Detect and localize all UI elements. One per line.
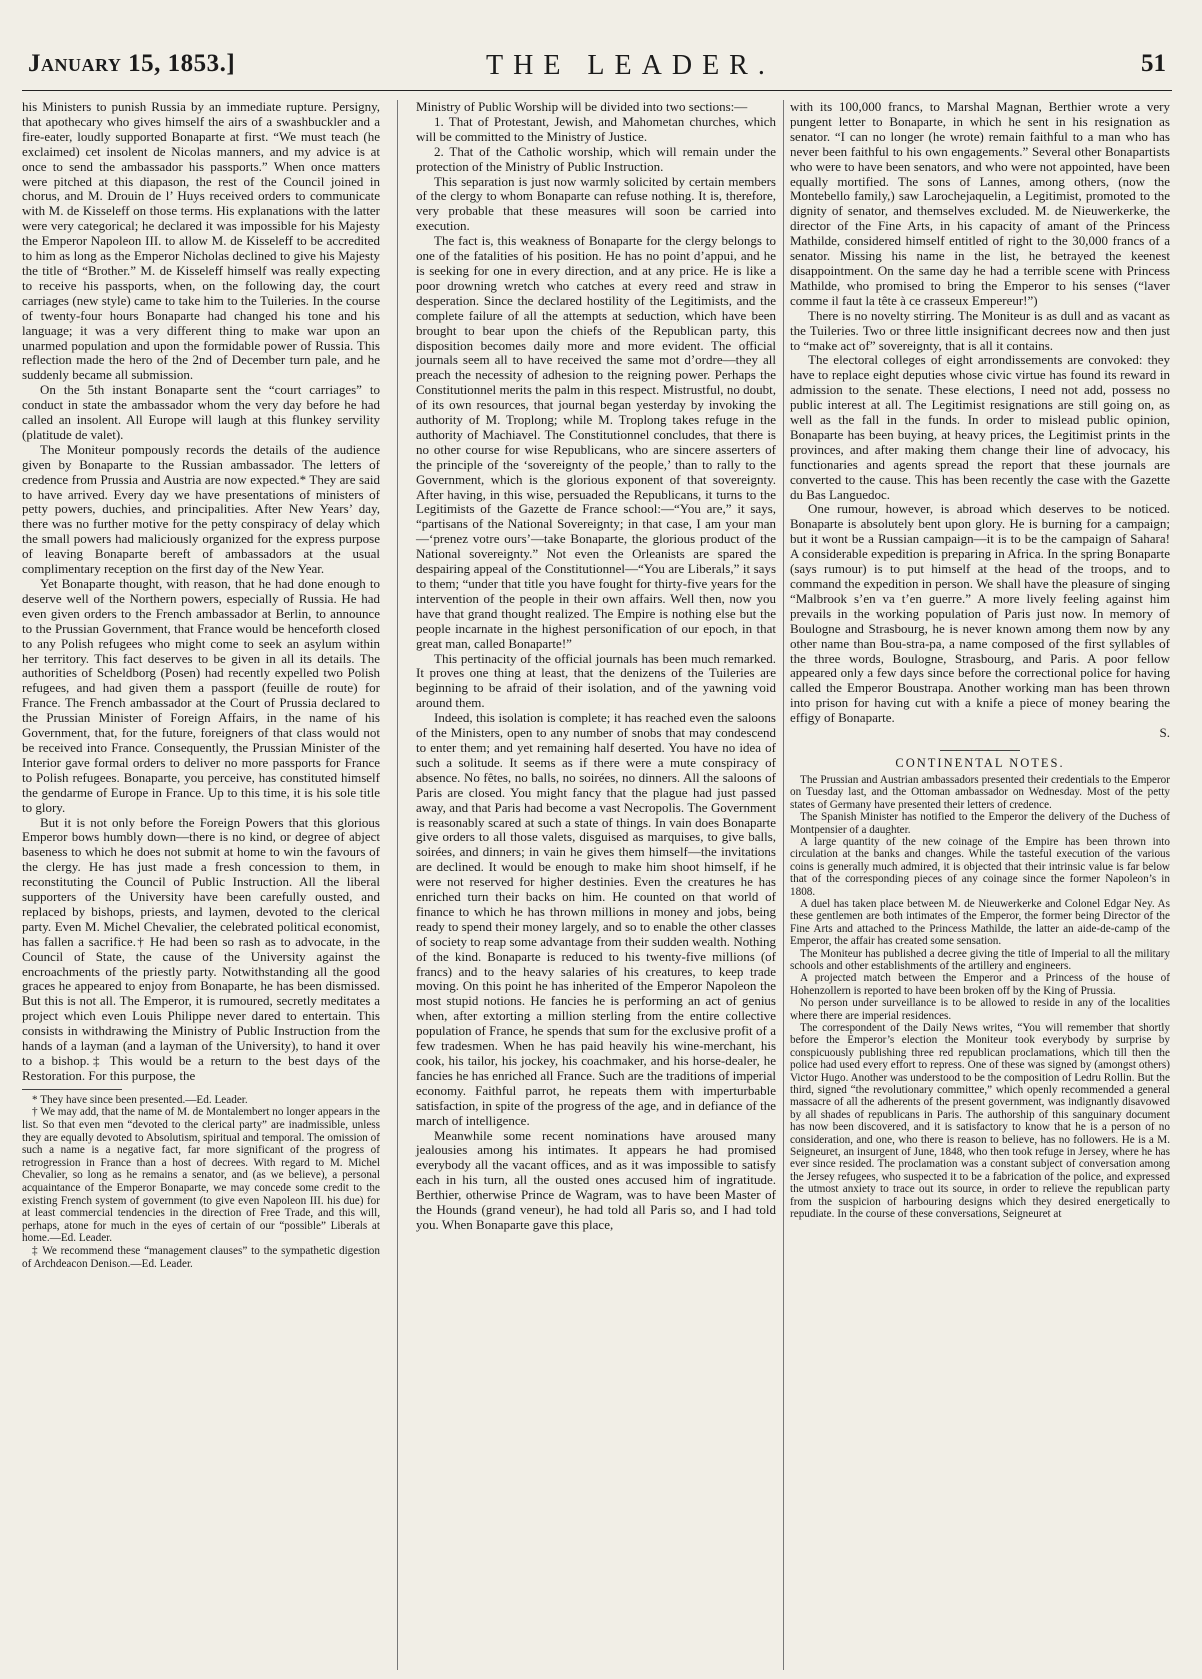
news-note: A large quantity of the new coinage of the Empire has been thrown into circulation at the banks and changes. While the tasteful execution of the various coins is generally much admired, it is objected that their intrinsic value is far below that of the corresponding pieces of any coinage since the former Napoleon’s in 1808. (790, 835, 1170, 898)
news-note: The correspondent of the Daily News writes, “You will remember that shortly before the Emperor’s election the Moniteur took everybody by surprise by conspicuously publishing three red republican proclamations, which till then the police had used every effort to repress. One of these was signed by (amongst others) Victor Hugo. Another was understood to be the composition of Ledru Rollin. But the third, signed “the revolutionary committee,” which openly recommended a general massacre of all the adherents of the present government, was indignantly disavowed by all shades of republicans in Paris. The authorship of this sanguinary document has now been discovered, and it is satisfactory to know that he is a person of no consideration, and one, who there is reason to believe, has no followers. He is a M. Seigneuret, an insurgent of June, 1848, who then took refuge in Jersey, where he has ever since resided. The proclamation was a constant subject of conversation among the Jersey refugees, who suspected it to be a fabrication of the police, and expressed the utmost anxiety to trace out its source, in order to relieve the republican party from the suspicion of harbouring designs which they desired energetically to repudiate. In the course of these conversations, Seigneuret at (790, 1022, 1170, 1221)
paragraph: 2. That of the Catholic worship, which will remain under the protection of the Ministry of Public Instruction. (416, 143, 776, 174)
footnote-rule (22, 1089, 122, 1090)
paragraph: Ministry of Public Worship will be divided into two sections:— (416, 99, 748, 114)
section-rule (940, 750, 1020, 751)
paragraph: Meanwhile some recent nominations have aroused many jealousies among his intimates. It appears he had promised everybody all the vacant offices, and as it was impossible to satisfy each in his turn, all the ousted ones accused him of ingratitude. Berthier, otherwise Prince de Wagram, was to have been Master of the Hounds (grand veneur), he had told all Paris so, and I had told you. When Bonaparte gave this place, (416, 1127, 776, 1232)
footnotes (22, 1094, 380, 1270)
paragraph: On the 5th instant Bonaparte sent the “court carriages” to conduct in state the ambassador whom the very day before he had called an insolent. All Europe will laugh at this flunkey servility (platitude de valet). (22, 382, 380, 442)
masthead-rule (22, 90, 1172, 91)
paragraph: Indeed, this isolation is complete; it has reached even the saloons of the Ministers, open to any number of snobs that may condescend to enter them; and yet remaining half deserted. You have no idea of such a solitude. It seems as if there were a mute conspiracy of absence. No fêtes, no balls, no soirées, no dinners. All the saloons of Paris are closed. You might fancy that the plague had just passed away, and that Paris had become a vast Necropolis. The Government is reasonably scared at such a state of things. In vain does Bonaparte give orders to all those valets, disguised as marquises, to give balls, soirées, and dinners; in vain he gives them himself—the invitations are declined. It would be enough to make him shoot himself, if he were not reserved for higher destinies. Even the creatures he has enriched turn their backs on him. He counted on that world of finance to which he has thrown millions in money and jobs, being ready to spend their money largely, and so to enable the other classes of society to reap some advantage from their sudden wealth. Nothing of the kind. Bonaparte is reduced to his twenty-five millions (of francs) and to the heavy salaries of his creatures, to keep trade moving. On this point he has inherited of the Emperor Napoleon the most stupid notions. He fancies he is performing an act of genius when, after extorting a million sterling from the entire collective population of France, he spends that sum for the exclusive profit of a few tradesmen. When he has paid heavily his wine-merchant, his cook, his tailor, his jockey, his coachmaker, and his horse-dealer, he fancies he has enriched all France. Such are the traditions of imperial economy. Faithful parrot, he repeats them with imperturbable satisfaction, in spite of the progress of the age, and in defiance of the march of intelligence. (416, 710, 776, 1128)
paragraph: with its 100,000 francs, to Marshal Magnan, Berthier wrote a very pungent letter to Bonaparte, in which he sent in his resignation as senator. “I can no longer (he wrote) remain faithful to a man who has never been faithful to his own engagements.” Several other Bonapartists who were to have been senators, and who were not appointed, have been equally mortified. The sons of Lannes, among others, (now the Montebello family,) saw Larochejaquelin, a Legitimist, promoted to the dignity of senator, and themselves excluded. M. de Nieuwerkerke, the director of the Fine Arts, in his capacity of amant of the Princess Mathilde, considered himself entitled of right to the 30,000 francs of a senator. Missing his name in the list, he betrayed the keenest disappointment. On the same day he had a terrible scene with Princess Mathilde, who promised to bring the Emperor to his senses (“laver comme il faut la tête à ce crasseux Empereur!”) (790, 99, 1170, 308)
paragraph: 1. That of Protestant, Jewish, and Mahometan churches, which will be committed to the Ministry of Justice. (416, 113, 776, 144)
news-note: No person under surveillance is to be allowed to reside in any of the localities where there are imperial residences. (790, 997, 1170, 1022)
paragraph: Yet Bonaparte thought, with reason, that he had done enough to deserve well of the Northern powers, especially of Russia. He had even given orders to the French ambassador at Berlin, to announce to the Prussian Government, that France would be henceforth closed to any Polish refugees who might come to seek an asylum within her territory. This fact deserves to be given in all its details. The authorities of Scheldborg (Posen) had recently expelled two Polish refugees, and had given them a passport (feuille de route) for France. The French ambassador at the Court of Prussia declared to the Prussian Minister of Foreign Affairs, in the name of his Government, that, for the future, foreigners of that class would not be received into France. Consequently, the Prussian Minister of the Interior gave formal orders to deliver no more passports for France to Polish refugees. Bonaparte, you perceive, has constituted himself the gendarme of Europe in France. Up to this time, it is his sole title to glory. (22, 576, 380, 815)
paragraph: One rumour, however, is abroad which deserves to be noticed. Bonaparte is absolutely bent upon glory. He is burning for a campaign; but it wont be a Russian campaign—it is to be the campaign of Sahara! A considerable expedition is preparing in Africa. In the spring Bonaparte (says rumour) is to put himself at the head of the troops, and to command the expedition in person. We shall have the pleasure of singing “Malbrook s’en va t’en guerre.” A more lively feeling against him prevails in the working population of Paris just now. In memory of Boulogne and Strasbourg, he is never known among them now by any other name than Bou-stra-pa, a name composed of the first syllables of the three words, Boulogne, Strasbourg, and Paris. A poor fellow appeared only a few days since before the correctional police for having called the Emperor Boustrapa. Another working man has been thrown into prison for having cut with a knife a piece of money bearing the effigy of Bonaparte. (790, 501, 1170, 726)
footnote: ‡ We recommend these “management clauses” to the sympathetic digestion of Archdeacon Denison.—Ed. Leader. (22, 1244, 380, 1270)
news-note: The Prussian and Austrian ambassadors presented their credentials to the Emperor on Tuesday last, and the Ottoman ambassador on Wednesday. Most of the petty states of Germany have presented their letters of credence. (790, 773, 1170, 811)
section-heading: CONTINENTAL NOTES. (895, 755, 1065, 770)
page-number: 51 (1141, 50, 1166, 77)
news-note: A projected match between the Emperor and a Princess of the house of Hohenzollern is reported to have been broken off by the King of Prussia. (790, 972, 1170, 997)
issue-date: January 15, 1853.] (28, 50, 236, 77)
signature-text: S. (1159, 725, 1170, 741)
paragraph: The Moniteur pompously records the details of the audience given by Bonaparte to the Russian ambassador. The letters of credence from Prussia and Austria are now expected.* They are said to have arrived. Every day we have presentations of ministers of petty powers, duchies, and principalities. After New Years’ day, there was no further motive for the petty conspiracy of delay which the small powers had maliciously organized for the express purpose of leaving Bonaparte bereft of ambassadors at the usual complimentary reception on the first day of the New Year. (22, 441, 380, 577)
paragraph: This separation is just now warmly solicited by certain members of the clergy to whom Bonaparte can refuse nothing. It is, therefore, very probable that these measures will soon be carried into execution. (416, 173, 776, 234)
paragraph: But it is not only before the Foreign Powers that this glorious Emperor bows humbly down—there is no kind, or degree of abject baseness to which he does not submit at home to win the favours of the clergy. He has just made a fresh concession to them, in reconstituting the Council of Public Instruction. All the liberal supporters of the University have been carefully ousted, and replaced by bishops, priests, and laymen, devoted to the clerical party. Even M. Michel Chevalier, the celebrated political economist, has fallen a sacrifice.† He had been so rash as to advocate, in the Council of State, the cause of the University against the encroachments of the priestly party. Notwithstanding all the good graces he appeared to enjoy from Bonaparte, he has been dismissed. But this is not all. The Emperor, it is rumoured, secretly meditates a project which even Louis Philippe never dared to entertain. This consists in withdrawing the Ministry of Public Instruction from the hands of a layman (and a layman of the University), to hand it over to a bishop.‡ This would be a return to the best days of the Restoration. For this purpose, the (22, 814, 380, 1083)
news-note: A duel has taken place between M. de Nieuwerkerke and Colonel Edgar Ney. As these gentlemen are both intimates of the Emperor, the former being Director of the Fine Arts and attached to the Princess Mathilde, the latter an aide-de-camp of the Emperor, the affair has created some sensation. (790, 897, 1170, 948)
masthead (20, 50, 1170, 86)
paragraph: This pertinacity of the official journals has been much remarked. It proves one thing at least, that the denizens of the Tuileries are beginning to be afraid of their isolation, and of the yawning void around them. (416, 650, 776, 711)
column-divider (783, 100, 784, 1670)
continental-notes (790, 774, 1170, 1221)
column-1 (22, 100, 380, 1270)
newspaper-title: THE LEADER. (486, 50, 775, 81)
paragraph: There is no novelty stirring. The Moniteur is as dull and as vacant as the Tuileries. Two or three little insignificant decrees now and then just to “make act of” sovereignty, that is all it contains. (790, 307, 1170, 353)
paragraph: The fact is, this weakness of Bonaparte for the clergy belongs to one of the fatalities of his position. He has no point d’appui, and he is seeking for one in every direction, and at any price. He is like a poor drowning wretch who catches at every reed and straw in desperation. Since the declared hostility of the Legitimists, and the complete failure of all the attempts at seduction, which have been brought to bear upon the chiefs of the Republican party, this disposition becomes daily more and more evident. The official journals seem all to have received the same mot d’ordre—they all preach the necessity of adhesion to the reigning power. Perhaps the Constitutionnel merits the palm in this respect. Mistrustful, no doubt, of its own resources, that journal began yesterday by invoking the authority of M. Troplong; while M. Troplong takes refuge in the authority of Machiavel. The Constitutionnel concludes, that there is no other course for wise Republicans, who are sincere asserters of the principle of the ‘sovereignty of the people,’ than to rally to the Government, which is the glorious exponent of that sovereignty. After having, in this wise, persuaded the Republicans, it turns to the Legitimists of the Gazette de France school:—“You are,” it says, “partisans of the National Sovereignty; in that case, I am your man—‘prenez votre ours’—take Bonaparte, the glorious product of the National sovereignty.” Not even the Orleanists are spared the despairing appeal of the Constitutionnel—“You are Liberals,” it says to them; “under that title you have fought for thirty-five years for the intervention of the people in their own affairs. Well then, now you have that grand thought realized. The Empire is nothing else but the people incarnate in the highest personification of our epoch, in that great man, called Bonaparte!” (416, 233, 776, 651)
author-signature (790, 726, 1170, 741)
column-2 (416, 100, 776, 1233)
column-3 (790, 100, 1170, 1221)
footnote: * They have since been presented.—Ed. Leader. (32, 1093, 248, 1106)
paragraph: The electoral colleges of eight arrondissements are convoked: they have to replace eight deputies whose civic virtue has found its reward in admission to the senate. These elections, I need not add, possess no public interest at all. The Legitimist resignations are still going on, as well as the fall in the funds. In order to mislead public opinion, Bonaparte has been buying, at heavy prices, the Legitimist prints in the provinces, and after making them change their line of advocacy, his functionaries and agents spread the report that these journals are converted to the cause. This has been recently the case with the Gazette du Bas Languedoc. (790, 352, 1170, 502)
column-divider (397, 100, 398, 1670)
footnote: † We may add, that the name of M. de Montalembert no longer appears in the list. So that even men “devoted to the clerical party” are inadmissible, unless they are equally devoted to Absolutism, spiritual and temporal. The omission of such a name is a negative fact, far more significant of the progress of retrogression in France than a host of decrees. With regard to M. Michel Chevalier, so long as he remains a senator, and (as we believe), a personal acquaintance of the Emperor Bonaparte, we may concede some credit to the existing French system of government (to give even Napoleon III. his due) for at least commercial tendencies in the direction of Free Trade, and this will, perhaps, atone for much in the eyes of certain of our “possible” Liberals at home.—Ed. Leader. (22, 1106, 380, 1245)
paragraph: his Ministers to punish Russia by an immediate rupture. Persigny, that apothecary who gives himself the airs of a swashbuckler and a fire-eater, loudly supported Bonaparte at first. “We must teach (he exclaimed) cet insolent de Nicolas manners, and my advice is at once to send the ambassador his passports.” When once matters were pitched at this diapason, the rest of the Council joined in chorus, and M. Drouin de l’ Huys received orders to communicate with M. de Kisseleff on those terms. His explanations with the latter were very categorical; he declared it was impossible for his Majesty the Emperor Napoleon III. to allow M. de Kisseleff to be accredited to him as long as the Emperor Nicholas declined to give his Majesty the title of “Brother.” M. de Kisseleff himself was really expecting to receive his passports, when, on the following day, the court carriages (new style) came to take him to the Tuileries. In the course of twenty-four hours Bonaparte had changed his tone and his language; it was a very different thing to make war upon an unarmed population and upon the formidable power of Russia. This reflection made the hero of the 2nd of December turn pale, and he suddenly became all submission. (22, 99, 380, 383)
news-note: The Moniteur has published a decree giving the title of Imperial to all the military schools and other establishments of the artillery and engineers. (790, 947, 1170, 972)
news-note: The Spanish Minister has notified to the Emperor the delivery of the Duchess of Montpensier of a daughter. (790, 811, 1170, 836)
